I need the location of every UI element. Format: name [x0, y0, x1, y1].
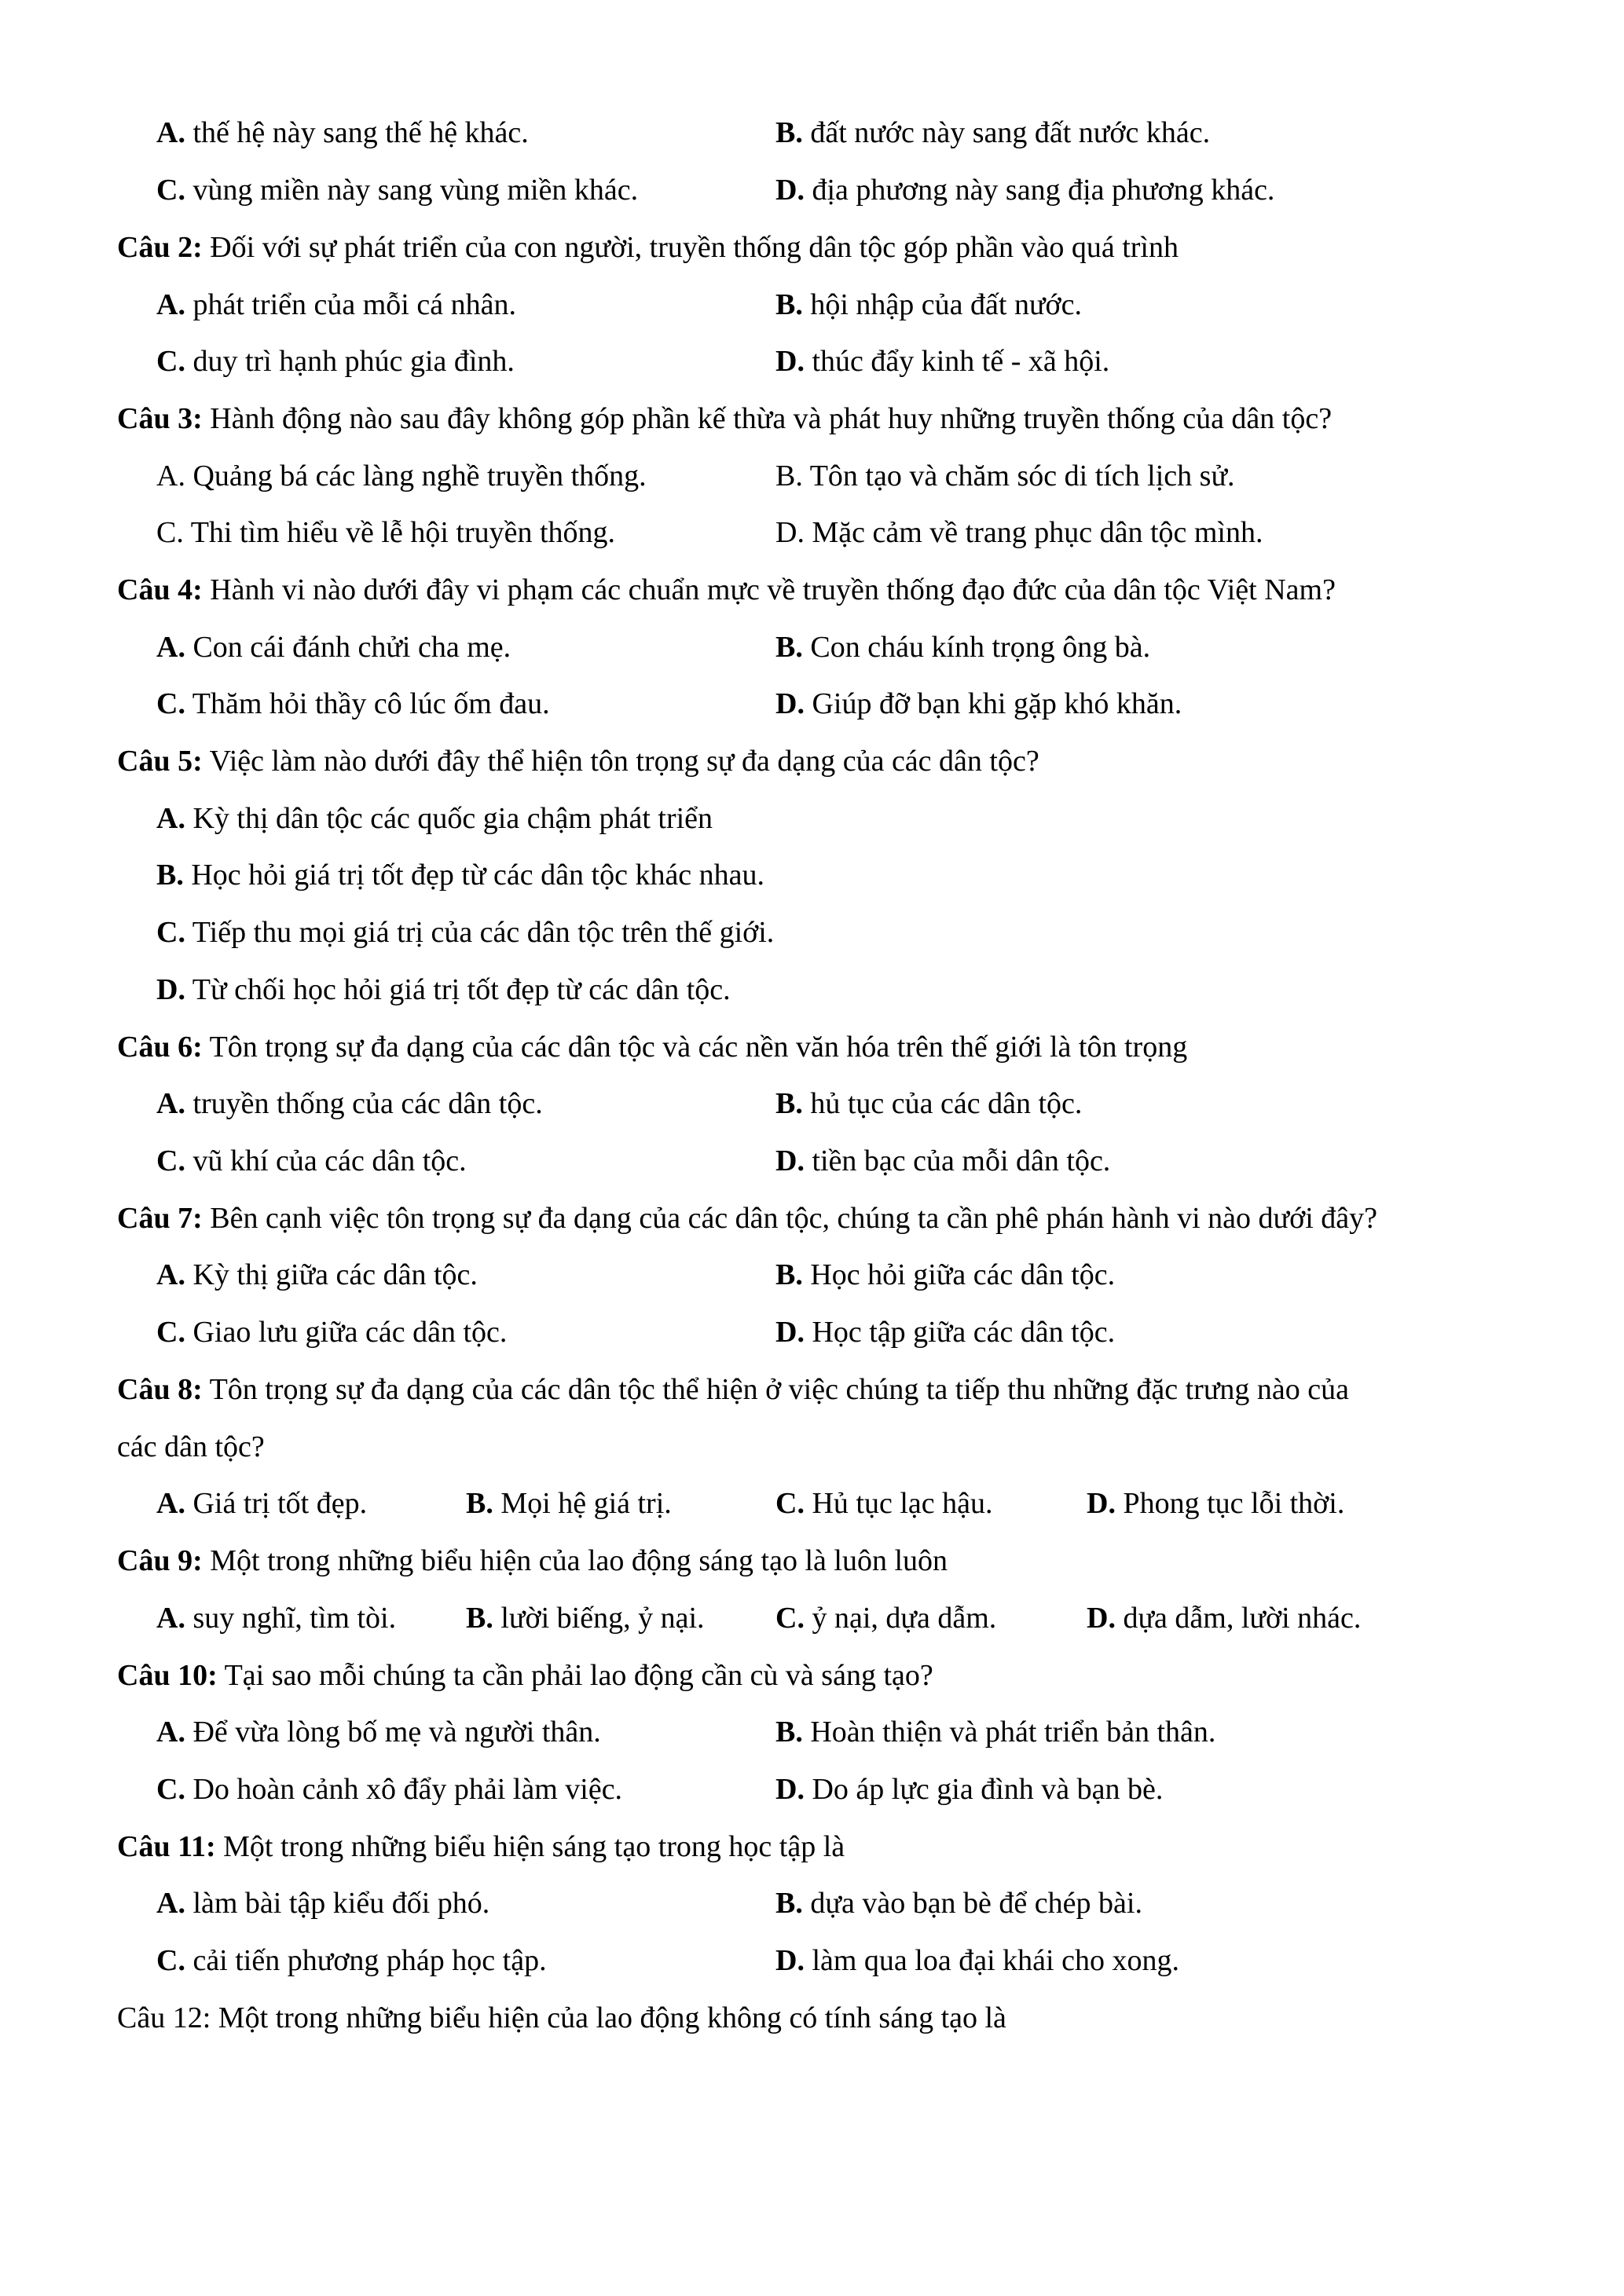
option-5c: C. Tiếp thu mọi giá trị của các dân tộc trên thế giới.	[156, 916, 775, 949]
question-3-stem: Câu 3: Hành động nào sau đây không góp phần kế thừa và phát huy những truyền thống của dân tộc?	[117, 402, 1333, 435]
option-1a: A. thế hệ này sang thế hệ khác.	[156, 116, 529, 149]
option-1c: C. vùng miền này sang vùng miền khác.	[156, 174, 639, 207]
question-10-stem: Câu 10: Tại sao mỗi chúng ta cần phải lao động cần cù và sáng tạo?	[117, 1659, 933, 1692]
option-3d: D. Mặc cảm về trang phục dân tộc mình.	[775, 516, 1263, 549]
question-9-stem: Câu 9: Một trong những biểu hiện của lao động sáng tạo là luôn luôn	[117, 1544, 948, 1577]
option-2c: C. duy trì hạnh phúc gia đình.	[156, 345, 515, 378]
option-6c: C. vũ khí của các dân tộc.	[156, 1144, 467, 1177]
question-6-stem: Câu 6: Tôn trọng sự đa dạng của các dân tộc và các nền văn hóa trên thế giới là tôn trọng	[117, 1031, 1188, 1064]
option-2a: A. phát triển của mỗi cá nhân.	[156, 288, 516, 321]
option-5a: A. Kỳ thị dân tộc các quốc gia chậm phát triển	[156, 802, 713, 835]
option-9a: A. suy nghĩ, tìm tòi.	[156, 1602, 397, 1635]
option-6d: D. tiền bạc của mỗi dân tộc.	[775, 1144, 1111, 1177]
question-5-stem: Câu 5: Việc làm nào dưới đây thể hiện tôn trọng sự đa dạng của các dân tộc?	[117, 745, 1039, 778]
option-6b: B. hủ tục của các dân tộc.	[775, 1087, 1083, 1120]
option-7a: A. Kỳ thị giữa các dân tộc.	[156, 1258, 478, 1291]
option-11d: D. làm qua loa đại khái cho xong.	[775, 1944, 1179, 1977]
option-8b: B. Mọi hệ giá trị.	[466, 1487, 672, 1520]
option-4a: A. Con cái đánh chửi cha mẹ.	[156, 631, 511, 664]
option-11c: C. cải tiến phương pháp học tập.	[156, 1944, 547, 1977]
option-3c: C. Thi tìm hiểu về lễ hội truyền thống.	[156, 516, 616, 549]
option-2d: D. thúc đẩy kinh tế - xã hội.	[775, 345, 1110, 378]
option-3b: B. Tôn tạo và chăm sóc di tích lịch sử.	[775, 460, 1235, 493]
question-7-stem: Câu 7: Bên cạnh việc tôn trọng sự đa dạng của các dân tộc, chúng ta cần phê phán hành vi nào dưới đây?	[117, 1202, 1378, 1235]
question-8-stem: Câu 8: Tôn trọng sự đa dạng của các dân tộc thể hiện ở việc chúng ta tiếp thu những đặc trưng nào của	[117, 1373, 1350, 1406]
option-8d: D. Phong tục lỗi thời.	[1087, 1487, 1345, 1520]
option-8a: A. Giá trị tốt đẹp.	[156, 1487, 368, 1520]
question-4-stem: Câu 4: Hành vi nào dưới đây vi phạm các chuẩn mực về truyền thống đạo đức của dân tộc Việt Nam?	[117, 573, 1336, 606]
option-5b: B. Học hỏi giá trị tốt đẹp từ các dân tộc khác nhau.	[156, 859, 765, 892]
option-1b: B. đất nước này sang đất nước khác.	[775, 116, 1211, 149]
option-2b: B. hội nhập của đất nước.	[775, 288, 1082, 321]
option-8c: C. Hủ tục lạc hậu.	[775, 1487, 993, 1520]
option-10b: B. Hoàn thiện và phát triển bản thân.	[775, 1716, 1216, 1749]
option-4d: D. Giúp đỡ bạn khi gặp khó khăn.	[775, 687, 1182, 720]
question-8-stem-continued: các dân tộc?	[117, 1430, 265, 1463]
question-2-stem: Câu 2: Đối với sự phát triển của con người, truyền thống dân tộc góp phần vào quá trình	[117, 231, 1179, 264]
option-4c: C. Thăm hỏi thầy cô lúc ốm đau.	[156, 687, 550, 720]
option-11a: A. làm bài tập kiểu đối phó.	[156, 1887, 490, 1920]
question-11-stem: Câu 11: Một trong những biểu hiện sáng tạo trong học tập là	[117, 1830, 845, 1863]
option-7c: C. Giao lưu giữa các dân tộc.	[156, 1316, 508, 1349]
option-10c: C. Do hoàn cảnh xô đẩy phải làm việc.	[156, 1773, 623, 1806]
option-6a: A. truyền thống của các dân tộc.	[156, 1087, 543, 1120]
option-5d: D. Từ chối học hỏi giá trị tốt đẹp từ các dân tộc.	[156, 973, 731, 1006]
option-9b: B. lười biếng, ỷ nại.	[466, 1602, 705, 1635]
option-7d: D. Học tập giữa các dân tộc.	[775, 1316, 1116, 1349]
option-10d: D. Do áp lực gia đình và bạn bè.	[775, 1773, 1164, 1806]
option-11b: B. dựa vào bạn bè để chép bài.	[775, 1887, 1142, 1920]
option-10a: A. Để vừa lòng bố mẹ và người thân.	[156, 1716, 601, 1749]
option-9d: D. dựa dẫm, lười nhác.	[1087, 1602, 1362, 1635]
option-3a: A. Quảng bá các làng nghề truyền thống.	[156, 460, 647, 493]
option-4b: B. Con cháu kính trọng ông bà.	[775, 631, 1151, 664]
option-1d: D. địa phương này sang địa phương khác.	[775, 174, 1275, 207]
option-7b: B. Học hỏi giữa các dân tộc.	[775, 1258, 1116, 1291]
option-9c: C. ỷ nại, dựa dẫm.	[775, 1602, 997, 1635]
question-12-stem: Câu 12: Một trong những biểu hiện của lao động không có tính sáng tạo là	[117, 2001, 1006, 2034]
